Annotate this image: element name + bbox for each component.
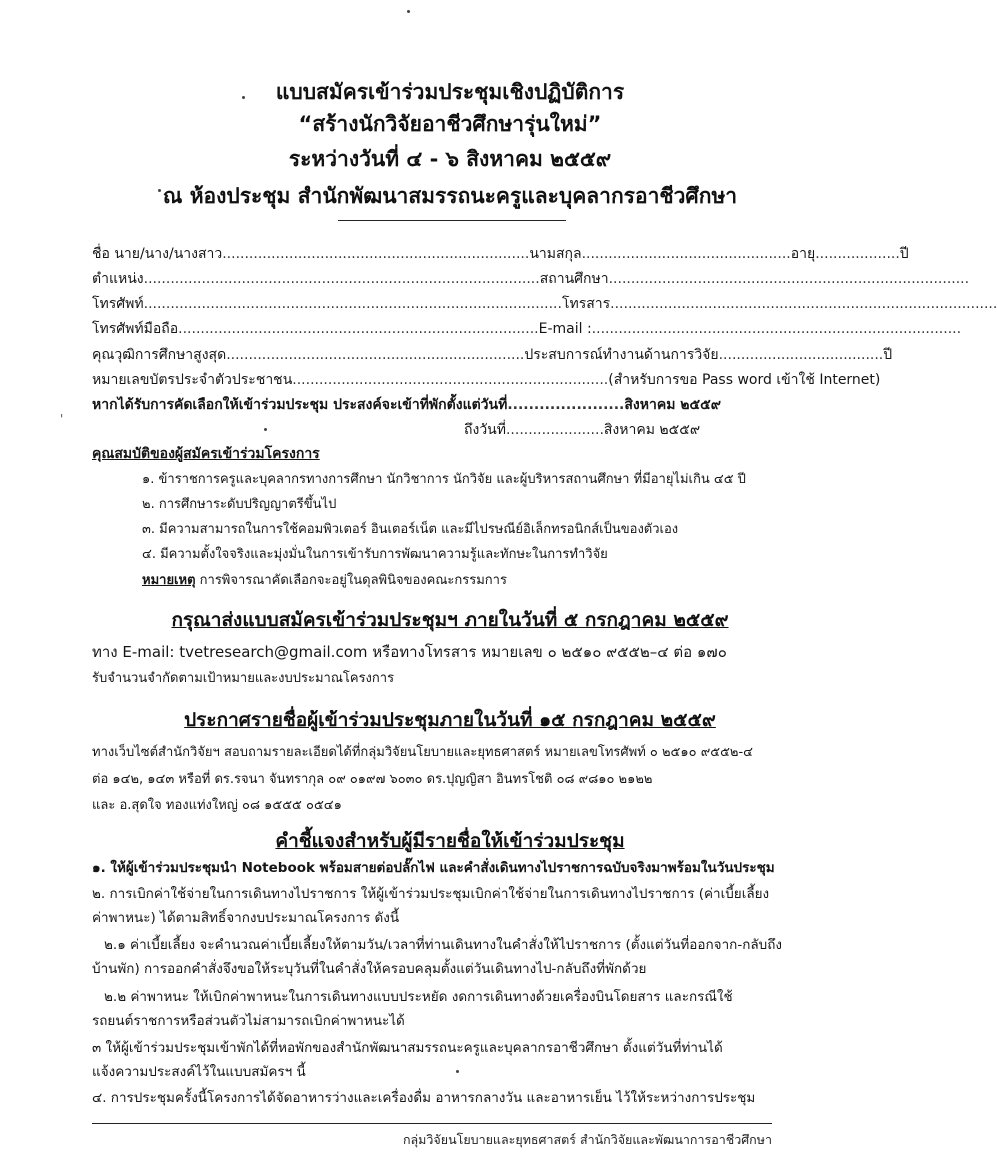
- title-divider: [338, 220, 566, 221]
- scan-mark: ': [60, 412, 64, 426]
- event-dates: ระหว่างวันที่ ๔ - ๖ สิงหาคม ๒๕๕๙: [288, 147, 612, 171]
- stay-until-field[interactable]: ถึงวันที่......................สิงหาคม ๒๕๕๙: [464, 422, 701, 438]
- instruction-item: ๔. การประชุมครั้งนี้โครงการได้จัดอาหารว่างและเครื่องดื่ม อาหารกลางวัน และอาหารเย็น ไว้ให้ระหว่างการประชุม: [92, 1090, 756, 1106]
- qualification-item: ๔. มีความตั้งใจจริงและมุ่งมั่นในการเข้ารับการพัฒนาความรู้และทักษะในการทำวิจัย: [142, 547, 608, 562]
- instruction-item: ๒. การเบิกค่าใช้จ่ายในการเดินทางไปราชการ ให้ผู้เข้าร่วมประชุมเบิกค่าใช้จ่ายในการเดินทางไปราชการ (ค่าเบี้ยเลี้ยง: [92, 886, 770, 902]
- instruction-item: ๒.๒ ค่าพาหนะ ให้เบิกค่าพาหนะในการเดินทางแบบประหยัด งดการเดินทางด้วยเครื่องบินโดยสาร และกรณีใช้: [104, 989, 733, 1005]
- qualification-item: ๒. การศึกษาระดับปริญญาตรีขึ้นไป: [142, 497, 337, 512]
- announcement-line: ต่อ ๑๔๒, ๑๔๓ หรือที่ ดร.รจนา จันทรากุล ๐๙ ๐๑๙๗ ๖๐๓๐ ดร.ปุญญิสา อินทรโชติ ๐๘ ๙๘๑๐ ๒๑๒๒: [92, 772, 653, 787]
- instruction-item: ๓ ให้ผู้เข้าร่วมประชุมเข้าพักได้ที่หอพักของสำนักพัฒนาสมรรถนะครูและบุคลากรอาชีวศึกษา ตั้งแต่วันที่ท่านได้: [92, 1040, 723, 1056]
- qualification-item: ๑. ข้าราชการครูและบุคลากรทางการศึกษา นักวิชาการ นักวิจัย และผู้บริหารสถานศึกษา ที่มีอายุไม่เกิน ๔๕ ปี: [142, 472, 746, 487]
- instruction-item: แจ้งความประสงค์ไว้ในแบบสมัครฯ นี้: [92, 1064, 306, 1080]
- qualifications-heading: คุณสมบัติของผู้สมัครเข้าร่วมโครงการ: [92, 446, 320, 462]
- event-venue: ณ ห้องประชุม สำนักพัฒนาสมรรถนะครูและบุคลากรอาชีวศึกษา: [162, 184, 738, 208]
- instruction-item: ค่าพาหนะ) ได้ตามสิทธิ์จากงบประมาณโครงการ ดังนี้: [92, 910, 400, 926]
- qualification-item: ๓. มีความสามารถในการใช้คอมพิวเตอร์ อินเตอร์เน็ต และมีไปรษณีย์อิเล็กทรอนิกส์เป็นของตัวเอง: [142, 522, 679, 537]
- form-title: แบบสมัครเข้าร่วมประชุมเชิงปฏิบัติการ: [275, 80, 625, 104]
- instruction-item: รถยนต์ราชการหรือส่วนตัวไม่สามารถเบิกค่าพาหนะได้: [92, 1013, 405, 1029]
- instruction-item: ๑. ให้ผู้เข้าร่วมประชุมนำ Notebook พร้อมสายต่อปลั๊กไฟ และคำสั่งเดินทางไปราชการฉบับจริงมาพร้อมในวันประชุม: [92, 860, 775, 876]
- qualification-note: หมายเหตุ การพิจารณาคัดเลือกจะอยู่ในดุลพินิจของคณะกรรมการ: [142, 573, 507, 588]
- instructions-heading: คำชี้แจงสำหรับผู้มีรายชื่อให้เข้าร่วมประชุม: [275, 830, 625, 852]
- scan-speck: [407, 10, 410, 13]
- mobile-email-field[interactable]: โทรศัพท์มือถือ.................................................................................E-mail :...................................................................................: [92, 321, 962, 337]
- announcement-line: และ อ.สุดใจ ทองแท่งใหญ่ ๐๘ ๑๕๕๕ ๐๕๔๑: [92, 798, 342, 813]
- scan-speck: [158, 189, 161, 192]
- name-field[interactable]: ชื่อ นาย/นาง/นางสาว.....................................................................นามสกุล...............................................อายุ...................ปี: [92, 246, 909, 262]
- announcement-line: ทางเว็บไซต์สำนักวิจัยฯ สอบถามรายละเอียดได้ที่กลุ่มวิจัยนโยบายและยุทธศาสตร์ หมายเลขโทรศัพท์ ๐ ๒๕๑๐ ๙๕๕๒-๔: [92, 745, 754, 760]
- instruction-item: บ้านพัก) การออกคำสั่งจึงขอให้ระบุวันที่ในคำสั่งให้ครอบคลุมตั้งแต่วันเดินทางไป-กลับถึงที่พักด้วย: [92, 961, 647, 977]
- project-name: “สร้างนักวิจัยอาชีวศึกษารุ่นใหม่”: [298, 112, 602, 136]
- id-card-field[interactable]: หมายเลขบัตรประจำตัวประชาชน.......................................................................(สำหรับการขอ Pass word เข้าใช้ Internet): [92, 372, 881, 388]
- scan-speck: [264, 428, 267, 431]
- submission-deadline-heading: กรุณาส่งแบบสมัครเข้าร่วมประชุมฯ ภายในวันที่ ๕ กรกฎาคม ๒๕๕๙: [171, 609, 729, 631]
- position-field[interactable]: ตำแหน่ง.........................................................................................สถานศึกษา.................................................................................: [92, 271, 970, 287]
- announcement-heading: ประกาศรายชื่อผู้เข้าร่วมประชุมภายในวันที่ ๑๕ กรกฎาคม ๒๕๕๙: [184, 709, 716, 731]
- footer-text: กลุ่มวิจัยนโยบายและยุทธศาสตร์ สำนักวิจัยและพัฒนาการอาชีวศึกษา: [402, 1132, 772, 1147]
- scan-speck: [242, 96, 245, 99]
- stay-from-field[interactable]: หากได้รับการคัดเลือกให้เข้าร่วมประชุม ประสงค์จะเข้าที่พักตั้งแต่วันที่......................สิงหาคม ๒๕๕๙: [92, 397, 721, 413]
- submission-contact: ทาง E-mail: tvetresearch@gmail.com หรือทางโทรสาร หมายเลข ๐ ๒๕๑๐ ๙๕๕๒–๔ ต่อ ๑๗๐: [92, 643, 727, 661]
- submission-note: รับจำนวนจำกัดตามเป้าหมายและงบประมาณโครงการ: [92, 671, 395, 686]
- phone-field[interactable]: โทรศัพท์..............................................................................................โทรสาร.......................................................................................: [92, 296, 997, 312]
- footer-divider: [92, 1123, 772, 1124]
- education-field[interactable]: คุณวุฒิการศึกษาสูงสุด...................................................................ประสบการณ์ทำงานด้านการวิจัย.....................................ปี: [92, 347, 893, 363]
- instruction-item: ๒.๑ ค่าเบี้ยเลี้ยง จะคำนวณค่าเบี้ยเลี้ยงให้ตามวัน/เวลาที่ท่านเดินทางในคำสั่งให้ไปราชการ (ตั้งแต่วันที่ออกจาก-กลับถึง: [104, 937, 782, 953]
- scan-speck: [456, 1070, 459, 1073]
